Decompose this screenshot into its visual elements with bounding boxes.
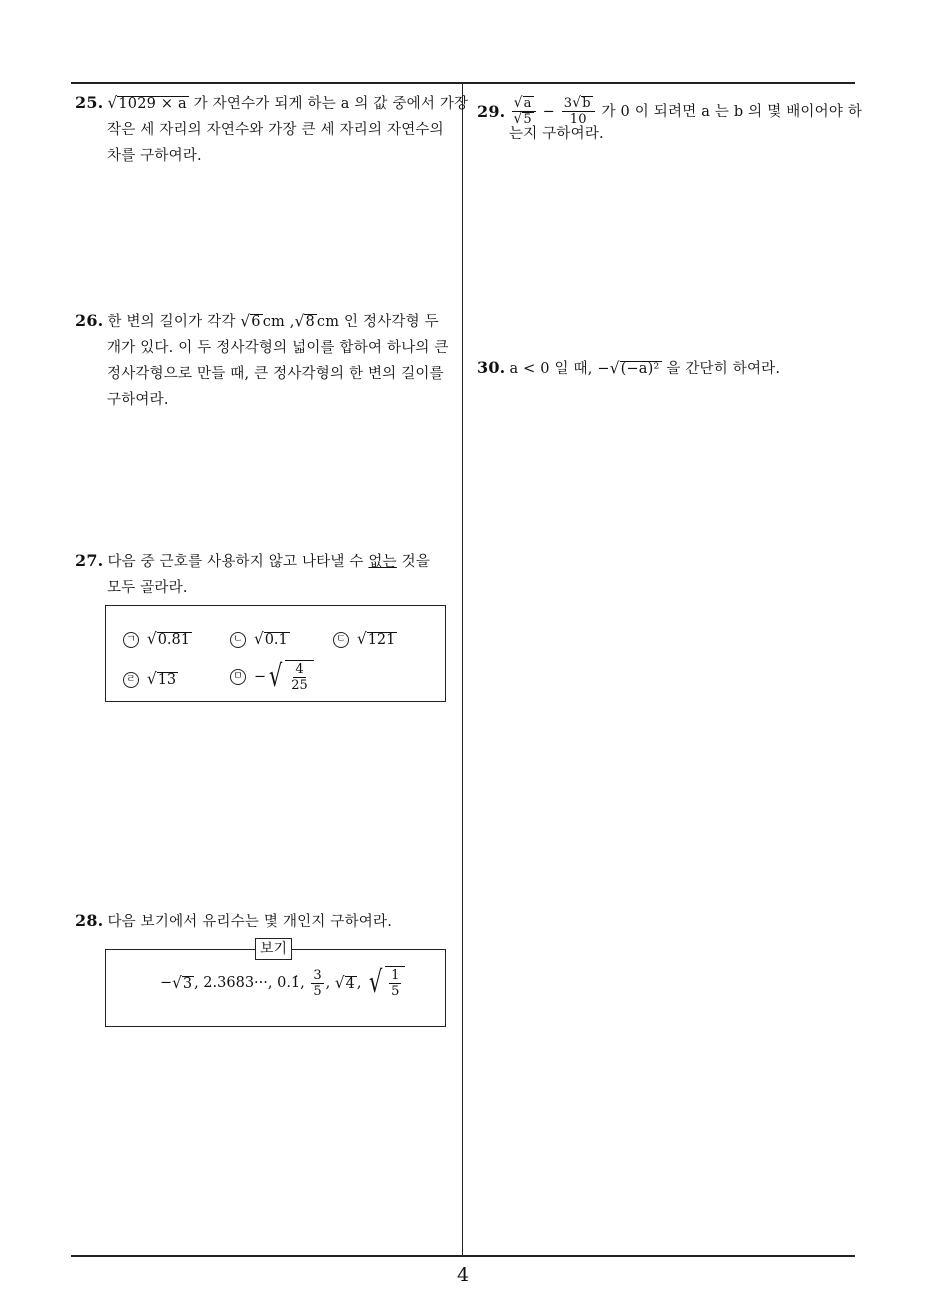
column-divider (462, 83, 463, 1256)
q26-line1: 26. 한 변의 길이가 각각 √6 cm ,√8 cm 인 정사각형 두 (75, 308, 449, 335)
bottom-rule (71, 1255, 855, 1257)
q28-line1: 28. 다음 보기에서 유리수는 몇 개인지 구하여라. (75, 911, 393, 930)
question-30 (477, 355, 780, 382)
q27-choice-1: ㄱ √0.81 (123, 630, 192, 648)
q26-line4: 구하여라. (107, 392, 169, 408)
question-27 (75, 548, 430, 601)
q28-number: 28. (75, 911, 104, 930)
q25-number: 25. (75, 93, 104, 112)
circle-mark-icon: ㄷ (333, 632, 349, 648)
top-rule (71, 82, 855, 84)
q25-line3: 차를 구하여라. (107, 148, 202, 164)
q26-number: 26. (75, 311, 104, 330)
q25-line2: 작은 세 자리의 자연수와 가장 큰 세 자리의 자연수의 (107, 122, 444, 138)
q29-number: 29. (477, 101, 506, 121)
circle-mark-icon: ㄱ (123, 632, 139, 648)
q26-radical-2: √8 (294, 311, 315, 331)
question-29 (477, 96, 862, 147)
q29-line1: 29. $\frac{√a}{√5}$ − $\frac{3√b}{10}$ 가 0 이 되려면 a 는 b 의 몇 배이어야 하 (477, 94, 863, 128)
q26-radical-1: √6 (240, 311, 261, 331)
question-25 (75, 90, 468, 169)
q27-choice-5: ㅁ − √ $\frac{4}{25}$ (230, 660, 314, 694)
circle-mark-icon: ㄴ (230, 632, 246, 648)
q25-radical: √1029 × a (107, 93, 187, 113)
q28-bogi-content: − √3 , 2.3683···, 0.1̇, $\frac{3}{5}$ , √4 , √ $\frac{1}{5}$ (160, 966, 405, 1000)
page-number: 4 (456, 1264, 470, 1286)
q25-line1: 25. √1029 × a 가 자연수가 되게 하는 a 의 값 중에서 가장 (75, 90, 468, 117)
q30-number: 30. (477, 358, 506, 377)
question-28 (75, 908, 392, 935)
q27-choice-3: ㄷ √121 (333, 630, 397, 648)
circle-mark-icon: ㄹ (123, 672, 139, 688)
q27-choice-2: ㄴ √0.1 (230, 630, 290, 648)
q27-choice-4: ㄹ √13 (123, 670, 178, 688)
q30-radical: √(−a)² (609, 358, 660, 378)
question-26 (75, 308, 449, 413)
q27-line1: 27. 다음 중 근호를 사용하지 않고 나타낼 수 없는 것을 (75, 551, 431, 570)
q27-line2: 모두 골라라. (107, 580, 188, 596)
bogi-label: 보기 (255, 938, 292, 960)
q26-line2: 개가 있다. 이 두 정사각형의 넓이를 합하여 하나의 큰 (107, 340, 449, 356)
circle-mark-icon: ㅁ (230, 669, 246, 685)
q27-underlined-word: 없는 (368, 554, 397, 570)
q30-line1: 30. a < 0 일 때, −√(−a)² 을 간단히 하여라. (477, 355, 780, 382)
q29-line2: 는지 구하여라. (509, 126, 604, 142)
q26-line3: 정사각형으로 만들 때, 큰 정사각형의 한 변의 길이를 (107, 366, 444, 382)
q27-number: 27. (75, 551, 104, 570)
